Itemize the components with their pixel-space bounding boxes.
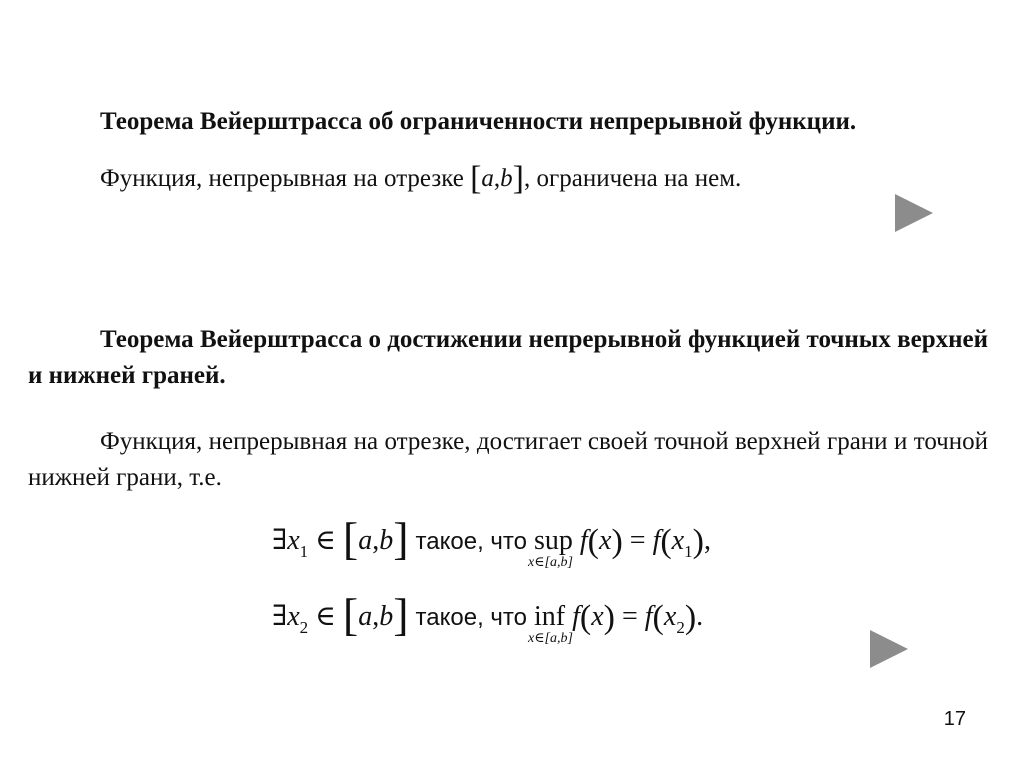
left-bracket: [: [342, 589, 359, 640]
function-f: f: [652, 525, 661, 556]
element-of-symbol: ∈: [315, 601, 336, 632]
formula-index: 1: [684, 542, 693, 561]
equals-symbol: =: [621, 601, 638, 632]
formula-text: такое, что: [415, 528, 527, 555]
play-arrow-icon[interactable]: [895, 194, 933, 232]
page-number: 17: [943, 708, 966, 730]
right-paren: ): [692, 523, 704, 560]
formula-inf: $\exists x_2$ ∈ [a,b] такое, что inf x∈[a,b] $f(x) = f(x_2)$.: [272, 589, 704, 646]
interval-a: a: [358, 525, 373, 556]
theorem1-statement: Функция, непрерывная на отрезке [a,b], ограничена на нем.: [100, 160, 742, 197]
equals-symbol: =: [629, 525, 646, 556]
formula-index: 2: [676, 618, 685, 637]
interval-a: a: [358, 601, 373, 632]
left-paren: (: [652, 599, 664, 636]
formula-index: 1: [299, 542, 309, 561]
exists-symbol: ∃: [272, 525, 288, 556]
inf-label: inf: [533, 601, 566, 632]
formula-var: x: [287, 601, 300, 632]
left-bracket: [: [470, 160, 482, 197]
function-f: f: [644, 601, 653, 632]
left-paren: (: [660, 523, 672, 560]
theorem1-statement-before: Функция, непрерывная на отрезке: [100, 165, 471, 192]
interval-b: b: [379, 601, 394, 632]
formula-var: x: [287, 525, 300, 556]
function-arg: x: [663, 601, 677, 632]
left-paren: (: [587, 523, 599, 560]
sup-subscript: x∈[a,b]: [527, 555, 573, 570]
function-f: f: [572, 601, 580, 632]
theorem2-statement: Функция, непрерывная на отрезке, достигает своей точной верхней грани и точной нижней грани, т.е.: [28, 428, 988, 491]
function-f: f: [579, 525, 588, 556]
theorem1-statement-after: , ограничена на нем.: [524, 165, 742, 192]
function-arg: x: [599, 525, 612, 556]
right-bracket: ]: [393, 513, 409, 564]
right-paren: ): [684, 599, 697, 636]
theorem2-title: Теорема Вейерштрасса о достижении непрерывной функцией точных верхней и нижней граней.: [28, 326, 988, 389]
formula-text: такое, что: [415, 604, 527, 631]
inf-operator: [527, 597, 573, 646]
formula-index: 2: [299, 618, 309, 637]
right-paren: ): [603, 599, 615, 636]
play-arrow-icon[interactable]: [870, 630, 908, 668]
element-of-symbol: ∈: [315, 525, 336, 556]
function-arg: x: [591, 601, 604, 632]
sup-operator: [527, 521, 573, 570]
left-paren: (: [579, 599, 592, 636]
formula-sup: $\exists x_1$ ∈ [a,b] такое, что sup x∈[a,b] $f(x) = f(x_1)$,: [272, 513, 711, 570]
right-bracket: ]: [512, 160, 524, 197]
formula-end: ,: [703, 525, 711, 556]
interval-b: b: [379, 525, 394, 556]
function-arg: x: [671, 525, 685, 556]
left-bracket: [: [342, 513, 359, 564]
right-paren: ): [611, 523, 623, 560]
sup-label: sup: [533, 525, 573, 556]
theorem1-title: Теорема Вейерштрасса об ограниченности непрерывной функции.: [100, 108, 857, 135]
exists-symbol: ∃: [272, 601, 288, 632]
inf-subscript: x∈[a,b]: [527, 631, 573, 646]
interval-a: a: [481, 165, 494, 192]
interval-b: b: [500, 165, 513, 192]
formula-end: .: [696, 601, 704, 632]
right-bracket: ]: [393, 589, 409, 640]
